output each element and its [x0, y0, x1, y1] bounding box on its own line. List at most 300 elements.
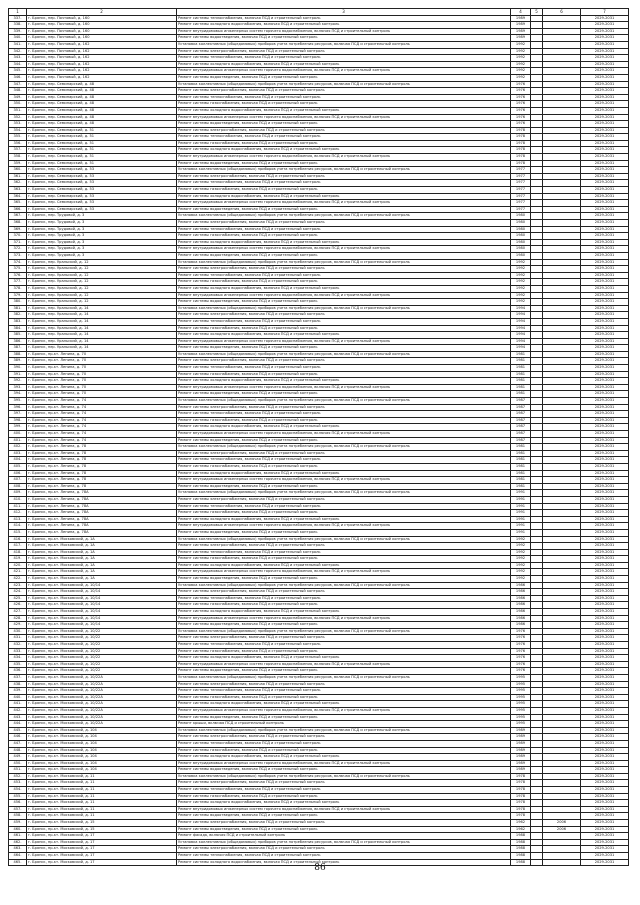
- year-built-cell: 1987: [511, 431, 531, 438]
- row-number: 400.: [9, 431, 27, 438]
- year-overhaul-cell: [543, 477, 581, 484]
- address-cell: г. Брянск, пр-кт. Московский, д. 1А: [27, 543, 177, 550]
- address-cell: г. Брянск, пер. Трудовой, д. 3: [27, 213, 177, 220]
- work-type-cell: Ремонт системы холодного водоснабжения, включая ПСД и строительный контроль: [177, 800, 511, 807]
- work-type-cell: Ремонт системы водоотведения, включая ПСД и строительный контроль: [177, 74, 511, 81]
- year-built-cell: 1978: [511, 773, 531, 780]
- work-type-cell: Ремонт системы холодного водоснабжения, включая ПСД и строительный контроль: [177, 470, 511, 477]
- work-type-cell: Ремонт системы водоотведения, включая ПСД и строительный контроль: [177, 813, 511, 820]
- address-cell: г. Брянск, пр-кт. Ленина, д. 78А: [27, 516, 177, 523]
- table-body: [9, 15, 629, 866]
- year-overhaul-cell: [543, 806, 581, 813]
- year-built-cell: 1978: [511, 134, 531, 141]
- table-row: [9, 279, 629, 286]
- period-cell: 2029-2031: [581, 457, 629, 464]
- spacer-cell: [531, 351, 543, 358]
- table-row: [9, 529, 629, 536]
- work-type-cell: Ремонт внутридомовых инженерных систем горячего водоснабжения, включая ПСД и строительный контроль: [177, 477, 511, 484]
- period-cell: 2029-2031: [581, 760, 629, 767]
- year-overhaul-cell: [543, 259, 581, 266]
- spacer-cell: [531, 833, 543, 840]
- period-cell: 2029-2031: [581, 22, 629, 29]
- row-number: 453.: [9, 780, 27, 787]
- year-built-cell: 1987: [511, 398, 531, 405]
- row-number: 346.: [9, 74, 27, 81]
- work-type-cell: Ремонт системы холодного водоснабжения, включая ПСД и строительный контроль: [177, 193, 511, 200]
- address-cell: г. Брянск, пер. Семинарский, д. 53: [27, 193, 177, 200]
- address-cell: г. Брянск, пр-кт. Ленина, д. 70: [27, 378, 177, 385]
- period-cell: 2029-2031: [581, 41, 629, 48]
- work-type-cell: Установка коллективных (общедомовых) приборов учета потребления ресурсов, включая ПСД и строительный контроль: [177, 351, 511, 358]
- address-cell: г. Брянск, пр-кт. Московский, д. 10/14: [27, 609, 177, 616]
- address-cell: г. Брянск, пер. Уральский, д. 12: [27, 299, 177, 306]
- period-cell: 2029-2031: [581, 754, 629, 761]
- row-number: 395.: [9, 398, 27, 405]
- address-cell: г. Брянск, пр-кт. Московский, д. 17: [27, 859, 177, 866]
- address-cell: г. Брянск, пр-кт. Ленина, д. 78: [27, 450, 177, 457]
- work-type-cell: Ремонт системы газоснабжения, включая ПСД и строительный контроль: [177, 556, 511, 563]
- table-row: [9, 424, 629, 431]
- year-built-cell: 1992: [511, 41, 531, 48]
- year-built-cell: 1992: [511, 536, 531, 543]
- table-row: [9, 833, 629, 840]
- address-cell: г. Брянск, пр-кт. Московский, д. 10/22А: [27, 681, 177, 688]
- period-cell: 2029-2031: [581, 549, 629, 556]
- spacer-cell: [531, 707, 543, 714]
- spacer-cell: [531, 378, 543, 385]
- year-overhaul-cell: [543, 411, 581, 418]
- year-built-cell: 1981: [511, 391, 531, 398]
- spacer-cell: [531, 206, 543, 213]
- year-built-cell: 1992: [511, 549, 531, 556]
- address-cell: г. Брянск, пр-кт. Московский, д. 11: [27, 813, 177, 820]
- table-row: [9, 299, 629, 306]
- row-number: 343.: [9, 55, 27, 62]
- year-built-cell: 1992: [511, 543, 531, 550]
- address-cell: г. Брянск, пр-кт. Московский, д. 17: [27, 839, 177, 846]
- year-built-cell: 1978: [511, 787, 531, 794]
- work-type-cell: Ремонт системы электроснабжения, включая ПСД и строительный контроль: [177, 266, 511, 273]
- spacer-cell: [531, 325, 543, 332]
- address-cell: г. Брянск, пр-кт. Московский, д. 10/22: [27, 635, 177, 642]
- year-overhaul-cell: [543, 576, 581, 583]
- year-built-cell: 1976: [511, 101, 531, 108]
- address-cell: г. Брянск, пр-кт. Московский, д. 11: [27, 793, 177, 800]
- row-number: 399.: [9, 424, 27, 431]
- period-cell: 2029-2031: [581, 661, 629, 668]
- row-number: 357.: [9, 147, 27, 154]
- period-cell: 2029-2031: [581, 312, 629, 319]
- work-type-cell: Ремонт системы электроснабжения, включая ПСД и строительный контроль: [177, 312, 511, 319]
- address-cell: г. Брянск, пр-кт. Московский, д. 11: [27, 787, 177, 794]
- column-number-2: 2: [27, 9, 177, 16]
- spacer-cell: [531, 661, 543, 668]
- work-type-cell: Установка коллективных (общедомовых) приборов учета потребления ресурсов, включая ПСД и строительный контроль: [177, 628, 511, 635]
- period-cell: 2029-2031: [581, 114, 629, 121]
- row-number: 412.: [9, 510, 27, 517]
- address-cell: г. Брянск, пр-кт. Московский, д. 1А: [27, 556, 177, 563]
- year-overhaul-cell: 2006: [543, 826, 581, 833]
- period-cell: 2029-2031: [581, 365, 629, 372]
- address-cell: г. Брянск, пер. Семинарский, д. 48: [27, 101, 177, 108]
- work-type-cell: Ремонт системы водоотведения, включая ПСД и строительный контроль: [177, 826, 511, 833]
- year-built-cell: 1980: [511, 213, 531, 220]
- year-overhaul-cell: [543, 846, 581, 853]
- row-number: 347.: [9, 81, 27, 88]
- row-number: 405.: [9, 463, 27, 470]
- row-number: 458.: [9, 813, 27, 820]
- row-number: 445.: [9, 727, 27, 734]
- year-built-cell: 1978: [511, 160, 531, 167]
- column-number-4: 4: [511, 9, 531, 16]
- spacer-cell: [531, 714, 543, 721]
- year-overhaul-cell: [543, 767, 581, 774]
- table-row: [9, 338, 629, 345]
- row-number: 413.: [9, 516, 27, 523]
- year-overhaul-cell: [543, 510, 581, 517]
- year-overhaul-cell: [543, 68, 581, 75]
- spacer-cell: [531, 674, 543, 681]
- spacer-cell: [531, 239, 543, 246]
- row-number: 421.: [9, 569, 27, 576]
- year-overhaul-cell: [543, 35, 581, 42]
- spacer-cell: [531, 220, 543, 227]
- year-overhaul-cell: [543, 668, 581, 675]
- spacer-cell: [531, 536, 543, 543]
- spacer-cell: [531, 609, 543, 616]
- address-cell: г. Брянск, пер. Уральский, д. 12: [27, 266, 177, 273]
- address-cell: г. Брянск, пр-кт. Ленина, д. 78А: [27, 510, 177, 517]
- address-cell: г. Брянск, пр-кт. Московский, д. 10/14: [27, 615, 177, 622]
- work-type-cell: Установка коллективных (общедомовых) приборов учета потребления ресурсов, включая ПСД и строительный контроль: [177, 490, 511, 497]
- work-type-cell: Ремонт системы холодного водоснабжения, включая ПСД и строительный контроль: [177, 754, 511, 761]
- table-row: [9, 813, 629, 820]
- year-overhaul-cell: [543, 187, 581, 194]
- row-number: 462.: [9, 839, 27, 846]
- period-cell: 2029-2031: [581, 576, 629, 583]
- year-overhaul-cell: [543, 107, 581, 114]
- period-cell: 2029-2031: [581, 536, 629, 543]
- spacer-cell: [531, 167, 543, 174]
- period-cell: 2029-2031: [581, 88, 629, 95]
- address-cell: г. Брянск, пер. Почтовый, д. 160: [27, 35, 177, 42]
- period-cell: 2029-2031: [581, 121, 629, 128]
- address-cell: г. Брянск, пр-кт. Ленина, д. 78А: [27, 503, 177, 510]
- spacer-cell: [531, 154, 543, 161]
- spacer-cell: [531, 48, 543, 55]
- row-number: 416.: [9, 536, 27, 543]
- year-built-cell: 1989: [511, 747, 531, 754]
- spacer-cell: [531, 101, 543, 108]
- spacer-cell: [531, 642, 543, 649]
- year-built-cell: 1976: [511, 642, 531, 649]
- spacer-cell: [531, 490, 543, 497]
- spacer-cell: [531, 655, 543, 662]
- period-cell: 2029-2031: [581, 510, 629, 517]
- row-number: 418.: [9, 549, 27, 556]
- spacer-cell: [531, 371, 543, 378]
- year-built-cell: 1980: [511, 220, 531, 227]
- spacer-cell: [531, 431, 543, 438]
- table-row: [9, 107, 629, 114]
- spacer-cell: [531, 470, 543, 477]
- row-number: 439.: [9, 688, 27, 695]
- spacer-cell: [531, 160, 543, 167]
- table-row: [9, 773, 629, 780]
- work-type-cell: Ремонт системы теплоснабжения, включая ПСД и строительный контроль: [177, 549, 511, 556]
- period-cell: 2029-2031: [581, 747, 629, 754]
- work-type-cell: Установка коллективных (общедомовых) приборов учета потребления ресурсов, включая ПСД и строительный контроль: [177, 81, 511, 88]
- year-built-cell: 1978: [511, 780, 531, 787]
- year-overhaul-cell: [543, 483, 581, 490]
- row-number: 436.: [9, 668, 27, 675]
- work-type-cell: Ремонт системы водоотведения, включая ПСД и строительный контроль: [177, 714, 511, 721]
- work-type-cell: Ремонт внутридомовых инженерных систем горячего водоснабжения, включая ПСД и строительный контроль: [177, 292, 511, 299]
- address-cell: г. Брянск, пер. Семинарский, д. 48: [27, 81, 177, 88]
- work-type-cell: Ремонт системы холодного водоснабжения, включая ПСД и строительный контроль: [177, 859, 511, 866]
- spacer-cell: [531, 226, 543, 233]
- address-cell: г. Брянск, пер. Семинарский, д. 48: [27, 94, 177, 101]
- table-row: [9, 345, 629, 352]
- period-cell: 2029-2031: [581, 582, 629, 589]
- year-built-cell: 1987: [511, 437, 531, 444]
- work-type-cell: Ремонт крыши, включая ПСД и строительный контроль: [177, 721, 511, 728]
- period-cell: 2029-2031: [581, 147, 629, 154]
- year-built-cell: 1989: [511, 28, 531, 35]
- spacer-cell: [531, 417, 543, 424]
- year-built-cell: 1981: [511, 483, 531, 490]
- row-number: 410.: [9, 496, 27, 503]
- spacer-cell: [531, 391, 543, 398]
- spacer-cell: [531, 543, 543, 550]
- work-type-cell: Ремонт системы газоснабжения, включая ПСД и строительный контроль: [177, 233, 511, 240]
- spacer-cell: [531, 595, 543, 602]
- period-cell: 2029-2031: [581, 773, 629, 780]
- table-row: [9, 470, 629, 477]
- row-number: 465.: [9, 859, 27, 866]
- spacer-cell: [531, 457, 543, 464]
- year-overhaul-cell: [543, 15, 581, 22]
- spacer-cell: [531, 127, 543, 134]
- year-overhaul-cell: [543, 793, 581, 800]
- table-row: [9, 523, 629, 530]
- table-row: [9, 61, 629, 68]
- table-row: [9, 444, 629, 451]
- spacer-cell: [531, 365, 543, 372]
- year-built-cell: 1992: [511, 48, 531, 55]
- spacer-cell: [531, 668, 543, 675]
- spacer-cell: [531, 358, 543, 365]
- spacer-cell: [531, 94, 543, 101]
- spacer-cell: [531, 549, 543, 556]
- work-type-cell: Ремонт системы электроснабжения, включая ПСД и строительный контроль: [177, 404, 511, 411]
- period-cell: 2029-2031: [581, 154, 629, 161]
- row-number: 344.: [9, 61, 27, 68]
- table-row: [9, 635, 629, 642]
- work-type-cell: Ремонт внутридомовых инженерных систем горячего водоснабжения, включая ПСД и строительный контроль: [177, 431, 511, 438]
- year-overhaul-cell: [543, 213, 581, 220]
- year-built-cell: 1976: [511, 94, 531, 101]
- spacer-cell: [531, 41, 543, 48]
- work-type-cell: Ремонт системы холодного водоснабжения, включая ПСД и строительный контроль: [177, 147, 511, 154]
- period-cell: 2029-2031: [581, 127, 629, 134]
- address-cell: г. Брянск, пр-кт. Ленина, д. 78: [27, 470, 177, 477]
- row-number: 373.: [9, 252, 27, 259]
- table-row: [9, 622, 629, 629]
- year-built-cell: 1977: [511, 173, 531, 180]
- table-row: [9, 490, 629, 497]
- period-cell: 2029-2031: [581, 411, 629, 418]
- address-cell: г. Брянск, пр-кт. Ленина, д. 78: [27, 463, 177, 470]
- year-overhaul-cell: [543, 562, 581, 569]
- spacer-cell: [531, 292, 543, 299]
- address-cell: г. Брянск, пер. Уральский, д. 14: [27, 332, 177, 339]
- table-row: [9, 767, 629, 774]
- address-cell: г. Брянск, пер. Семинарский, д. 53: [27, 180, 177, 187]
- address-cell: г. Брянск, пер. Семинарский, д. 53: [27, 206, 177, 213]
- year-built-cell: 1992: [511, 266, 531, 273]
- work-type-cell: Ремонт системы газоснабжения, включая ПСД и строительный контроль: [177, 463, 511, 470]
- period-cell: 2029-2031: [581, 595, 629, 602]
- period-cell: 2029-2031: [581, 437, 629, 444]
- work-type-cell: Ремонт системы холодного водоснабжения, включая ПСД и строительный контроль: [177, 285, 511, 292]
- year-built-cell: 1976: [511, 114, 531, 121]
- work-type-cell: Ремонт системы холодного водоснабжения, включая ПСД и строительный контроль: [177, 239, 511, 246]
- year-built-cell: 1989: [511, 15, 531, 22]
- table-row: [9, 463, 629, 470]
- year-built-cell: 1988: [511, 833, 531, 840]
- address-cell: г. Брянск, пр-кт. Московский, д. 15: [27, 820, 177, 827]
- row-number: 387.: [9, 345, 27, 352]
- address-cell: г. Брянск, пр-кт. Ленина, д. 78: [27, 477, 177, 484]
- address-cell: г. Брянск, пер. Семинарский, д. 48: [27, 114, 177, 121]
- year-overhaul-cell: [543, 714, 581, 721]
- work-type-cell: Ремонт системы теплоснабжения, включая ПСД и строительный контроль: [177, 853, 511, 860]
- table-row: [9, 378, 629, 385]
- row-number: 414.: [9, 523, 27, 530]
- year-built-cell: 1978: [511, 147, 531, 154]
- period-cell: 2029-2031: [581, 668, 629, 675]
- year-built-cell: 1976: [511, 655, 531, 662]
- spacer-cell: [531, 648, 543, 655]
- row-number: 363.: [9, 187, 27, 194]
- period-cell: 2029-2031: [581, 404, 629, 411]
- year-overhaul-cell: [543, 74, 581, 81]
- row-number: 440.: [9, 694, 27, 701]
- work-type-cell: Ремонт системы водоотведения, включая ПСД и строительный контроль: [177, 391, 511, 398]
- work-type-cell: Ремонт внутридомовых инженерных систем горячего водоснабжения, включая ПСД и строительный контроль: [177, 661, 511, 668]
- column-number-1: 1: [9, 9, 27, 16]
- spacer-cell: [531, 305, 543, 312]
- year-built-cell: 1989: [511, 754, 531, 761]
- table-row: [9, 318, 629, 325]
- spacer-cell: [531, 793, 543, 800]
- address-cell: г. Брянск, пр-кт. Московский, д. 104: [27, 767, 177, 774]
- year-built-cell: 1981: [511, 351, 531, 358]
- year-built-cell: 1994: [511, 305, 531, 312]
- work-type-cell: Ремонт внутридомовых инженерных систем горячего водоснабжения, включая ПСД и строительный контроль: [177, 615, 511, 622]
- spacer-cell: [531, 516, 543, 523]
- year-built-cell: 1987: [511, 404, 531, 411]
- year-built-cell: 1981: [511, 384, 531, 391]
- period-cell: 2029-2031: [581, 839, 629, 846]
- table-row: [9, 154, 629, 161]
- year-built-cell: 1989: [511, 767, 531, 774]
- work-type-cell: Ремонт системы холодного водоснабжения, включая ПСД и строительный контроль: [177, 562, 511, 569]
- spacer-cell: [531, 463, 543, 470]
- period-cell: 2029-2031: [581, 35, 629, 42]
- table-row: [9, 496, 629, 503]
- year-overhaul-cell: [543, 404, 581, 411]
- year-built-cell: 1976: [511, 107, 531, 114]
- work-type-cell: Ремонт системы теплоснабжения, включая ПСД и строительный контроль: [177, 318, 511, 325]
- row-number: 425.: [9, 595, 27, 602]
- spacer-cell: [531, 200, 543, 207]
- address-cell: г. Брянск, пер. Уральский, д. 12: [27, 259, 177, 266]
- year-built-cell: 1994: [511, 332, 531, 339]
- row-number: 398.: [9, 417, 27, 424]
- spacer-cell: [531, 140, 543, 147]
- row-number: 381.: [9, 305, 27, 312]
- table-row: [9, 140, 629, 147]
- work-type-cell: Установка коллективных (общедомовых) приборов учета потребления ресурсов, включая ПСД и строительный контроль: [177, 674, 511, 681]
- year-overhaul-cell: [543, 569, 581, 576]
- period-cell: 2029-2031: [581, 391, 629, 398]
- row-number: 419.: [9, 556, 27, 563]
- year-overhaul-cell: [543, 351, 581, 358]
- row-number: 459.: [9, 820, 27, 827]
- spacer-cell: [531, 694, 543, 701]
- row-number: 374.: [9, 259, 27, 266]
- period-cell: 2029-2031: [581, 609, 629, 616]
- row-number: 337.: [9, 15, 27, 22]
- year-overhaul-cell: [543, 536, 581, 543]
- work-type-cell: Ремонт системы водоотведения, включая ПСД и строительный контроль: [177, 483, 511, 490]
- table-row: [9, 398, 629, 405]
- work-type-cell: Ремонт системы водоотведения, включая ПСД и строительный контроль: [177, 437, 511, 444]
- period-cell: 2029-2031: [581, 292, 629, 299]
- year-overhaul-cell: [543, 628, 581, 635]
- year-built-cell: 1986: [511, 622, 531, 629]
- period-cell: 2029-2031: [581, 285, 629, 292]
- address-cell: г. Брянск, пр-кт. Московский, д. 10/22: [27, 668, 177, 675]
- row-number: 437.: [9, 674, 27, 681]
- table-row: [9, 853, 629, 860]
- table-row: [9, 674, 629, 681]
- row-number: 422.: [9, 576, 27, 583]
- period-cell: 2029-2031: [581, 543, 629, 550]
- year-built-cell: 1992: [511, 292, 531, 299]
- year-overhaul-cell: [543, 773, 581, 780]
- work-type-cell: Ремонт системы теплоснабжения, включая ПСД и строительный контроль: [177, 15, 511, 22]
- year-overhaul-cell: [543, 721, 581, 728]
- table-row: [9, 760, 629, 767]
- address-cell: г. Брянск, пр-кт. Московский, д. 10/22: [27, 628, 177, 635]
- work-type-cell: Ремонт системы электроснабжения, включая ПСД и строительный контроль: [177, 543, 511, 550]
- period-cell: 2029-2031: [581, 496, 629, 503]
- table-row: [9, 206, 629, 213]
- period-cell: 2029-2031: [581, 463, 629, 470]
- work-type-cell: Ремонт системы водоотведения, включая ПСД и строительный контроль: [177, 529, 511, 536]
- work-type-cell: Ремонт системы газоснабжения, включая ПСД и строительный контроль: [177, 694, 511, 701]
- year-built-cell: 1976: [511, 628, 531, 635]
- address-cell: г. Брянск, пр-кт. Ленина, д. 70: [27, 351, 177, 358]
- period-cell: 2029-2031: [581, 338, 629, 345]
- year-built-cell: 1994: [511, 318, 531, 325]
- period-cell: 2029-2031: [581, 180, 629, 187]
- row-number: 454.: [9, 787, 27, 794]
- spacer-cell: [531, 503, 543, 510]
